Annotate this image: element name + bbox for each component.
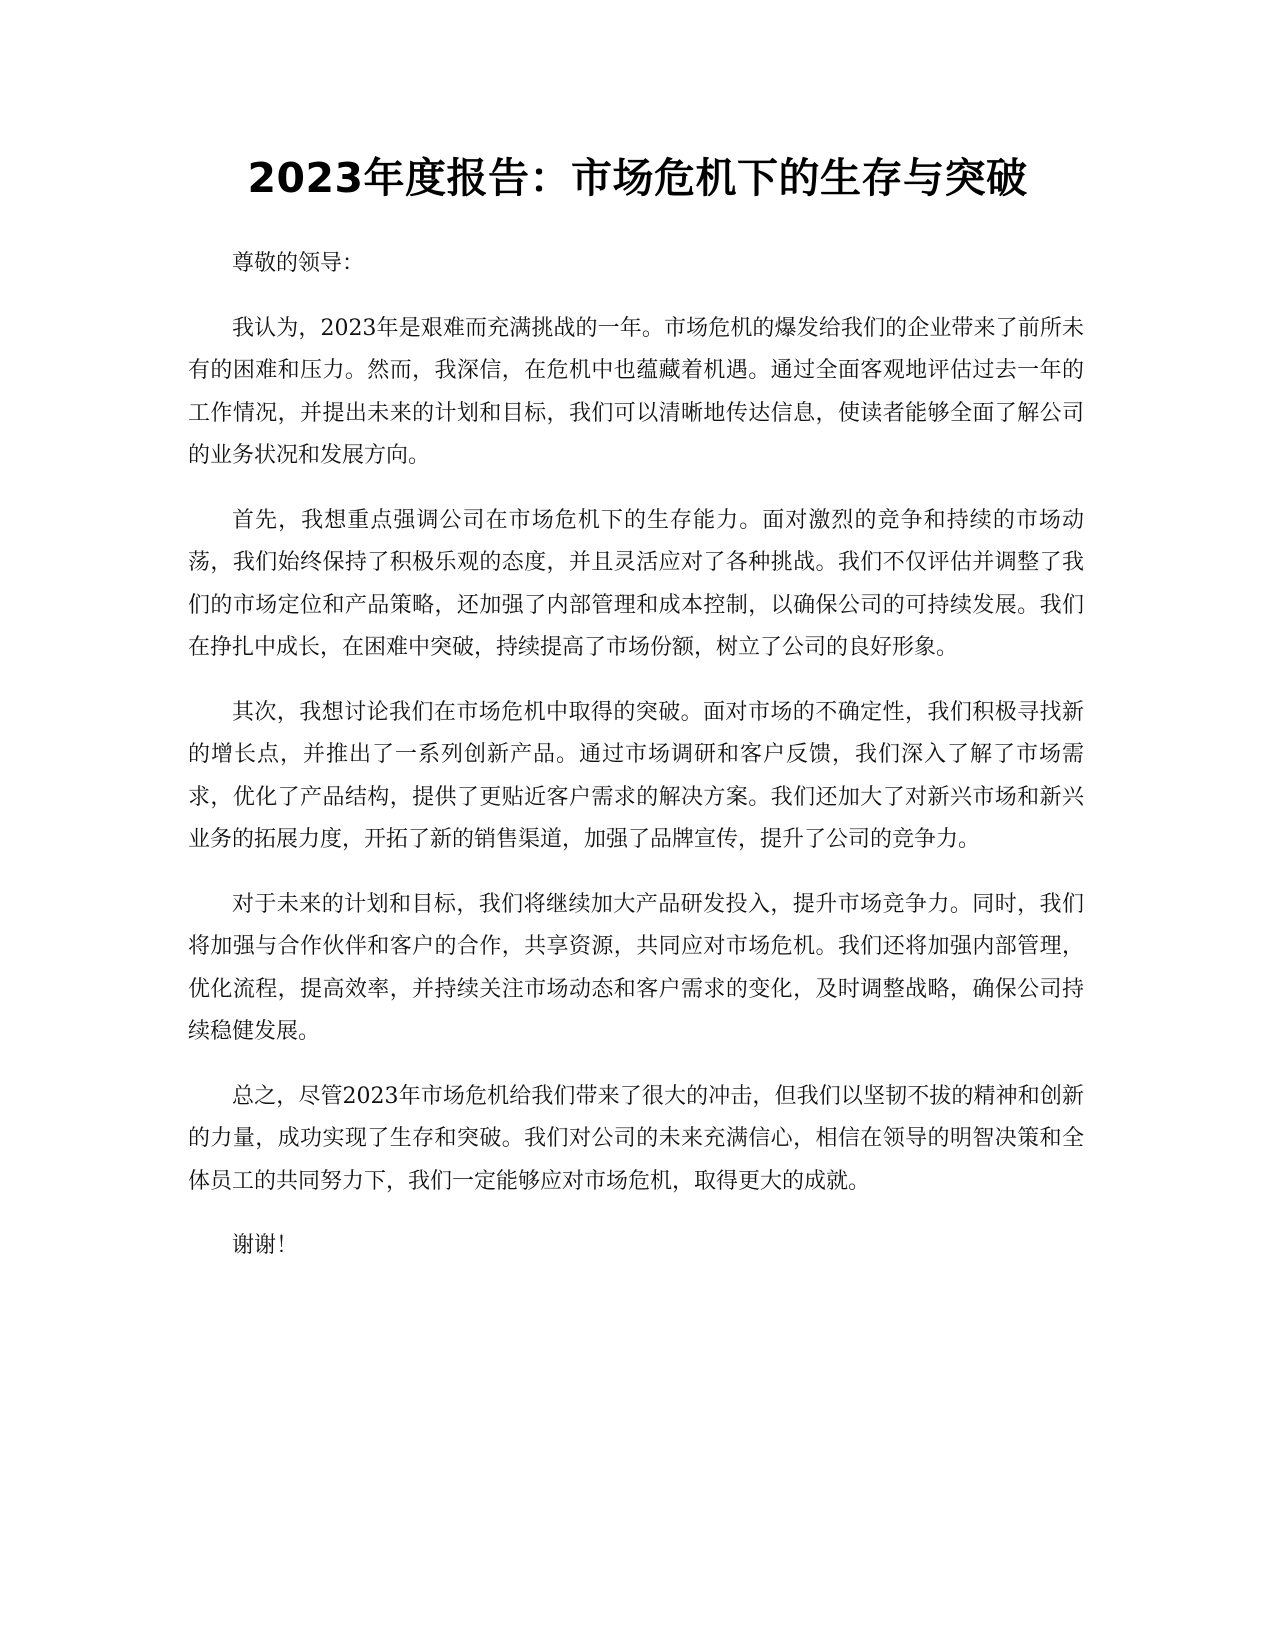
paragraph: 首先，我想重点强调公司在市场危机下的生存能力。面对激烈的竞争和持续的市场动荡，我们始终保持了积极乐观的态度，并且灵活应对了各种挑战。我们不仅评估并调整了我们的市场定位和产品策略，还加强了内部管理和成本控制，以确保公司的可持续发展。我们在挣扎中成长，在困难中突破，持续提高了市场份额，树立了公司的良好形象。 — [188, 507, 1084, 660]
paragraph: 总之，尽管2023年市场危机给我们带来了很大的冲击，但我们以坚韧不拔的精神和创新的力量，成功实现了生存和突破。我们对公司的未来充满信心，相信在领导的明智决策和全体员工的共同努力下，我们一定能够应对市场危机，取得更大的成就。 — [188, 1083, 1084, 1194]
paragraph: 我认为，2023年是艰难而充满挑战的一年。市场危机的爆发给我们的企业带来了前所未有的困难和压力。然而，我深信，在危机中也蕴藏着机遇。通过全面客观地评估过去一年的工作情况，并提出未来的计划和目标，我们可以清晰地传达信息，使读者能够全面了解公司的业务状况和发展方向。 — [188, 315, 1084, 468]
document-body — [188, 243, 1084, 1290]
closing: 谢谢！ — [232, 1233, 299, 1258]
paragraph: 对于未来的计划和目标，我们将继续加大产品研发投入，提升市场竞争力。同时，我们将加强与合作伙伴和客户的合作，共享资源，共同应对市场危机。我们还将加强内部管理，优化流程，提高效率，并持续关注市场动态和客户需求的变化，及时调整战略，确保公司持续稳健发展。 — [188, 891, 1084, 1044]
salutation: 尊敬的领导： — [232, 251, 365, 276]
paragraph: 其次，我想讨论我们在市场危机中取得的突破。面对市场的不确定性，我们积极寻找新的增长点，并推出了一系列创新产品。通过市场调研和客户反馈，我们深入了解了市场需求，优化了产品结构，提供了更贴近客户需求的解决方案。我们还加大了对新兴市场和新兴业务的拓展力度，开拓了新的销售渠道，加强了品牌宣传，提升了公司的竞争力。 — [188, 699, 1084, 852]
document-title: 2023年度报告：市场危机下的生存与突破 — [247, 154, 1028, 202]
